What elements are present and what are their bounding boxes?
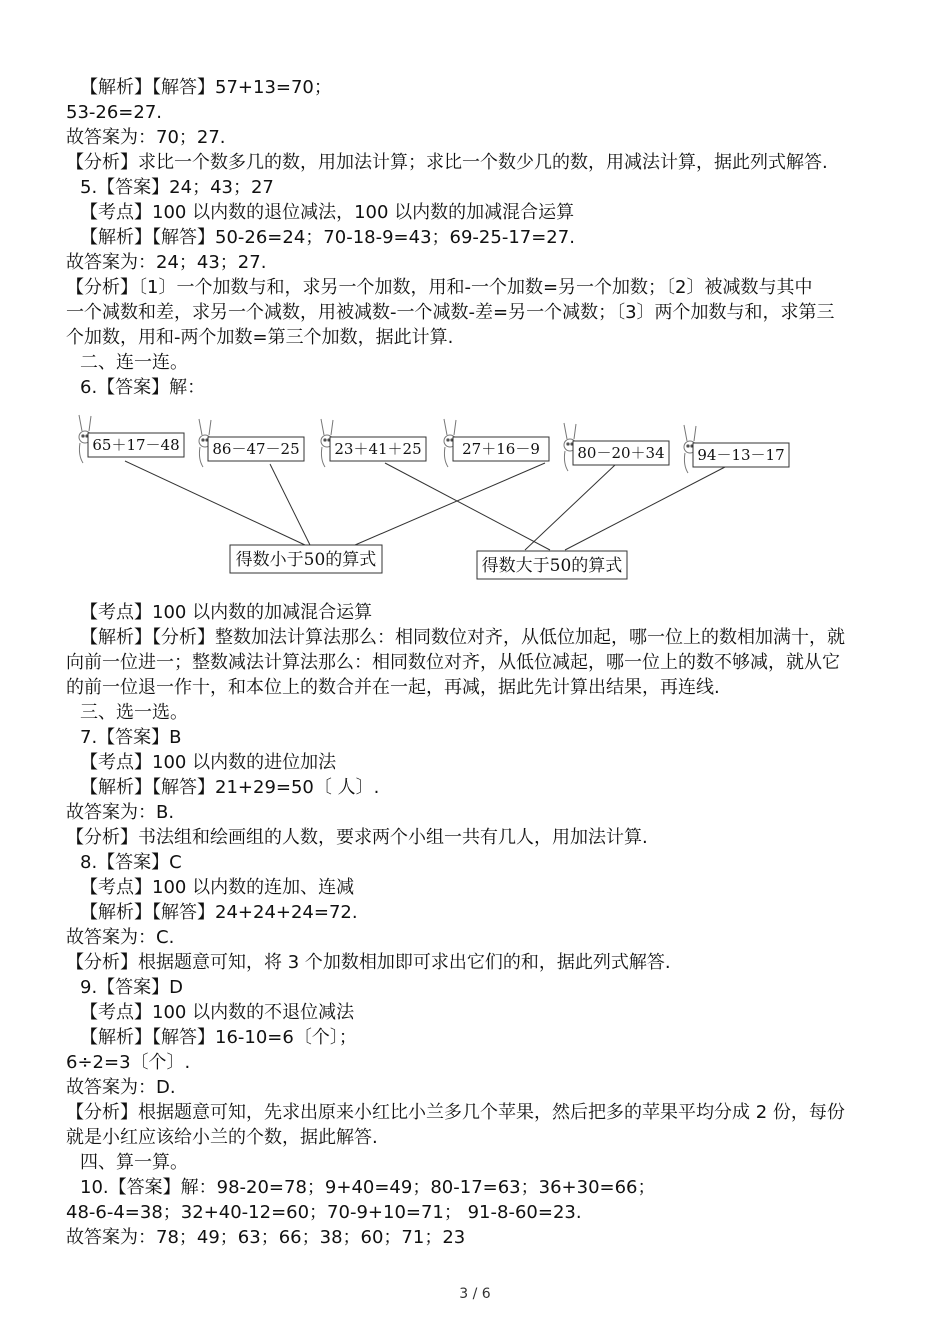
text-line: 一个减数和差，求另一个减数，用被减数-一个减数-差=另一个减数；〔3〕两个加数与和，求第三 (66, 302, 835, 323)
text-line: 【解析】【解答】57+13=70； (80, 77, 332, 98)
text-line: 【解析】【解答】16-10=6〔个〕； (80, 1027, 357, 1048)
text-line: 故答案为：70；27. (66, 127, 226, 148)
text-line: 【分析】书法组和绘画组的人数，要求两个小组一共有几人，用加法计算. (66, 827, 648, 848)
section-heading: 二、连一连。 (80, 352, 188, 373)
text-line: 【考点】100 以内数的连加、连减 (80, 877, 355, 898)
text-line: 向前一位进一；整数减法计算法那么：相同数位对齐，从低位减起，哪一位上的数不够减，就从它 (66, 652, 840, 673)
text-line: 【考点】100 以内数的加减混合运算 (80, 602, 373, 623)
text-line: 【分析】求比一个数多几的数，用加法计算；求比一个数少几的数，用减法计算，据此列式解答. (66, 152, 828, 173)
text-line: 故答案为：24；43；27. (66, 252, 267, 273)
text-line: 【考点】100 以内数的不退位减法 (80, 1002, 355, 1023)
answer-heading: 8.【答案】C (80, 852, 182, 873)
expression-label: 86－47－25 (212, 440, 300, 458)
text-line: 【考点】100 以内数的进位加法 (80, 752, 337, 773)
expression-label: 80－20＋34 (577, 444, 665, 462)
section-heading: 三、选一选。 (80, 702, 188, 723)
text-line: 48-6-4=38；32+40-12=60；70-9+10=71； 91-8-60=23. (66, 1202, 582, 1223)
text-line: 就是小红应该给小兰的个数，据此解答. (66, 1127, 378, 1148)
text-line: 故答案为：C. (66, 927, 175, 948)
expression-label: 23＋41＋25 (334, 440, 422, 458)
text-line: 【分析】根据题意可知，先求出原来小红比小兰多几个苹果，然后把多的苹果平均分成 2 份，每份 (66, 1102, 845, 1123)
target-greater-than-50: 得数大于50的算式 (481, 556, 623, 576)
section-heading: 四、算一算。 (80, 1152, 188, 1173)
text-line: 【考点】100 以内数的退位减法，100 以内数的加减混合运算 (80, 202, 575, 223)
text-line: 故答案为：D. (66, 1077, 176, 1098)
answer-heading: 10.【答案】解：98-20=78；9+40=49；80-17=63；36+30=66； (80, 1177, 656, 1198)
text-line: 个加数，用和-两个加数=第三个加数，据此计算. (66, 327, 454, 348)
answer-heading: 5.【答案】24；43；27 (80, 177, 274, 198)
text-line: 【解析】【解答】50-26=24；70-18-9=43；69-25-17=27. (80, 227, 575, 248)
text-line: 6÷2=3〔个〕. (66, 1052, 191, 1073)
text-line: 【解析】【解答】24+24+24=72. (80, 902, 358, 923)
target-less-than-50: 得数小于50的算式 (235, 550, 377, 570)
text-line: 的前一位退一作十，和本位上的数合并在一起，再减，据此先计算出结果，再连线. (66, 677, 720, 698)
answer-heading: 6.【答案】解： (80, 377, 206, 398)
text-line: 【分析】根据题意可知，将 3 个加数相加即可求出它们的和，据此列式解答. (66, 952, 671, 973)
expression-label: 27＋16－9 (462, 440, 540, 458)
text-line: 故答案为：78；49；63；66；38；60；71；23 (66, 1227, 466, 1248)
matching-figure (75, 405, 795, 585)
text-line: 53-26=27. (66, 102, 163, 123)
expression-label: 94－13－17 (697, 446, 785, 464)
text-line: 【解析】【分析】整数加法计算法那么：相同数位对齐，从低位加起，哪一位上的数相加满十，就 (80, 627, 845, 648)
text-line: 【解析】【解答】21+29=50〔 人〕. (80, 777, 380, 798)
answer-heading: 9.【答案】D (80, 977, 184, 998)
page-number: 3 / 6 (459, 1286, 491, 1302)
text-line: 故答案为：B. (66, 802, 175, 823)
expression-label: 65＋17－48 (92, 436, 180, 454)
answer-heading: 7.【答案】B (80, 727, 182, 748)
text-line: 【分析】〔1〕一个加数与和，求另一个加数，用和-一个加数=另一个加数；〔2〕被减数与其中 (66, 277, 813, 298)
